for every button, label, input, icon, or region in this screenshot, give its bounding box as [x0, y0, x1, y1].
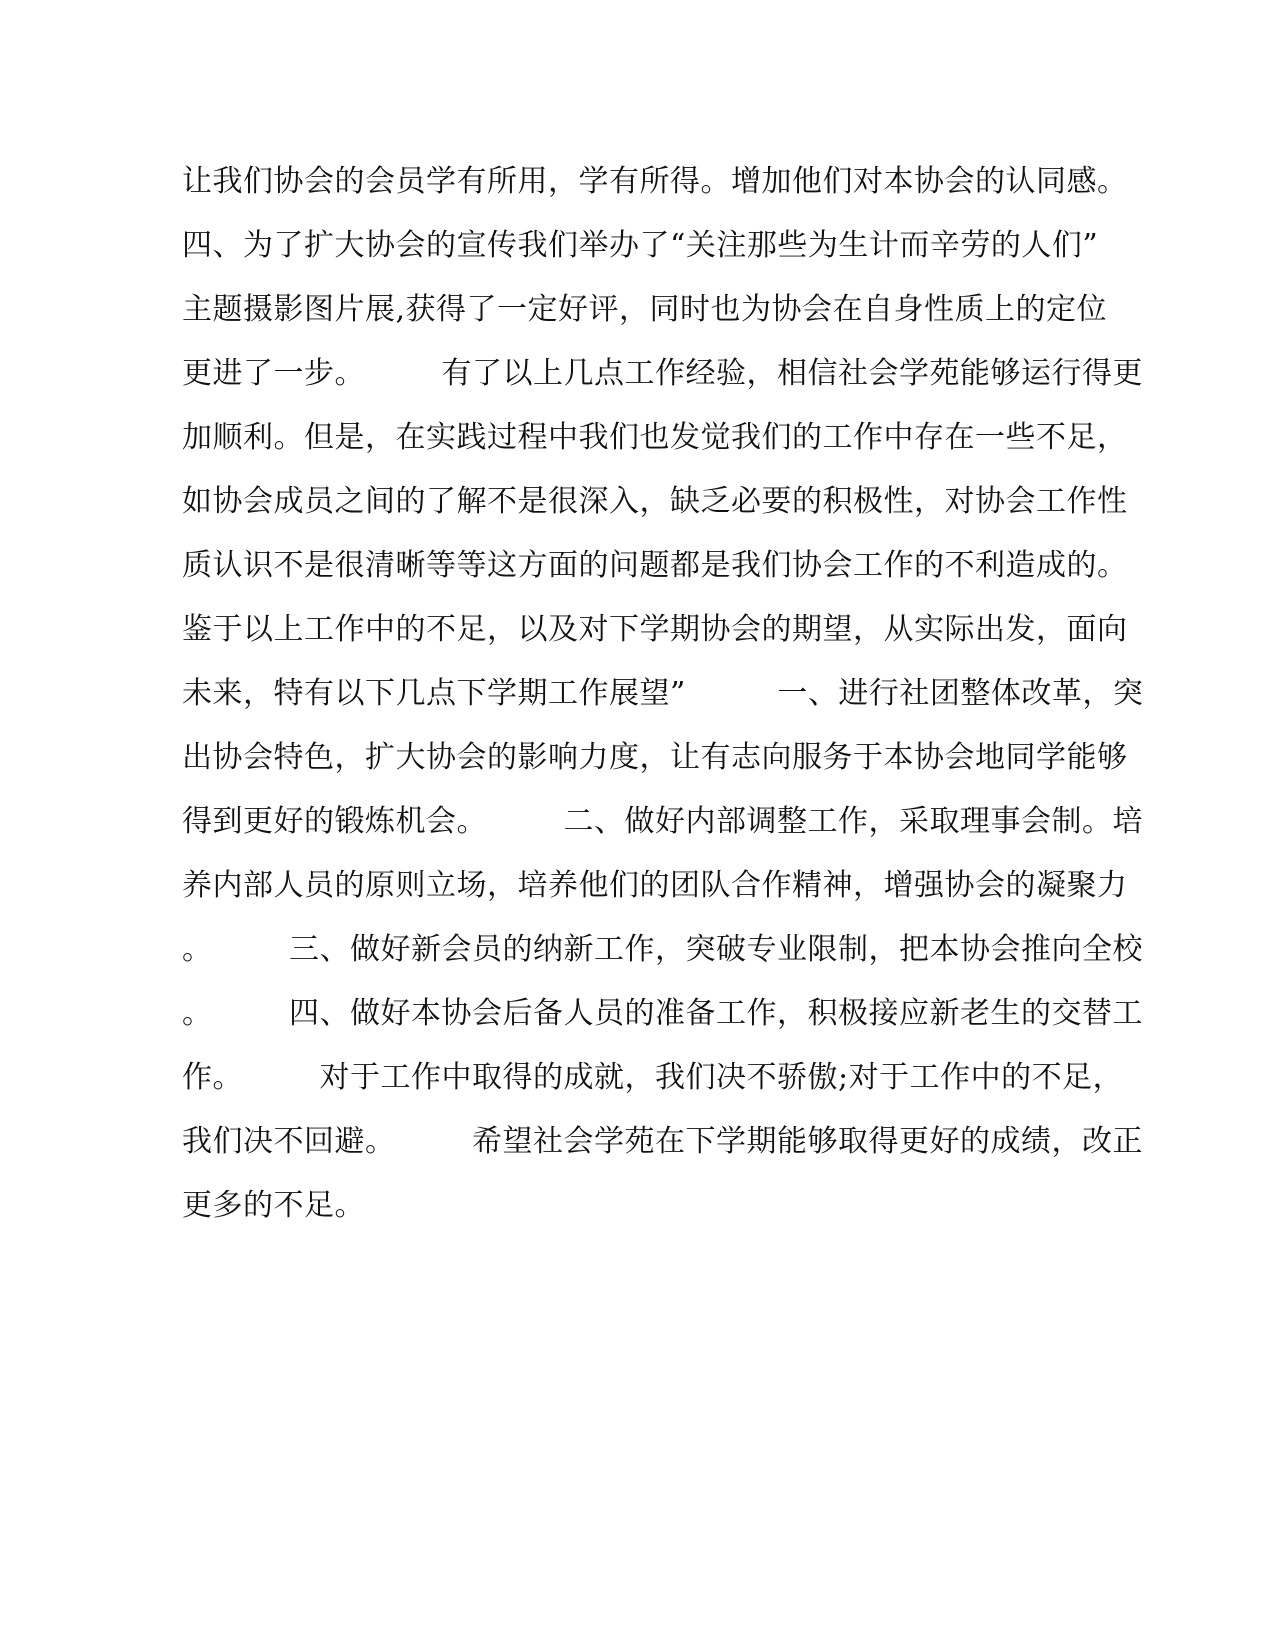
text-line: 更进了一步。 有了以上几点工作经验，相信社会学苑能够运行得更: [182, 356, 1143, 391]
text-line: 得到更好的锻炼机会。 二、做好内部调整工作，采取理事会制。培: [182, 804, 1143, 839]
text-line: 加顺利。但是，在实践过程中我们也发觉我们的工作中存在一些不足，: [182, 420, 1128, 455]
text-line: 更多的不足。: [182, 1188, 365, 1223]
body-text: [182, 150, 1144, 1238]
text-line: 主题摄影图片展,获得了一定好评，同时也为协会在自身性质上的定位: [182, 292, 1108, 327]
text-line: 作。 对于工作中取得的成就，我们决不骄傲;对于工作中的不足，: [182, 1060, 1124, 1095]
text-line: 出协会特色，扩大协会的影响力度，让有志向服务于本协会地同学能够: [182, 740, 1128, 775]
text-line: 如协会成员之间的了解不是很深入，缺乏必要的积极性，对协会工作性: [182, 484, 1128, 519]
text-line: 四、为了扩大协会的宣传我们举办了“关注那些为生计而辛劳的人们”: [182, 228, 1099, 263]
text-line: 。 三、做好新会员的纳新工作，突破专业限制，把本协会推向全校: [182, 932, 1143, 967]
text-line: 我们决不回避。 希望社会学苑在下学期能够取得更好的成绩，改正: [182, 1124, 1143, 1159]
text-line: 鉴于以上工作中的不足，以及对下学期协会的期望，从实际出发，面向: [182, 612, 1128, 647]
text-line: 养内部人员的原则立场，培养他们的团队合作精神，增强协会的凝聚力: [182, 868, 1128, 903]
text-line: 未来，特有以下几点下学期工作展望” 一、进行社团整体改革，突: [182, 676, 1144, 711]
text-line: 让我们协会的会员学有所用，学有所得。增加他们对本协会的认同感。: [182, 164, 1128, 199]
text-line: 质认识不是很清晰等等这方面的问题都是我们协会工作的不利造成的。: [182, 548, 1128, 583]
text-line: 。 四、做好本协会后备人员的准备工作，积极接应新老生的交替工: [182, 996, 1143, 1031]
